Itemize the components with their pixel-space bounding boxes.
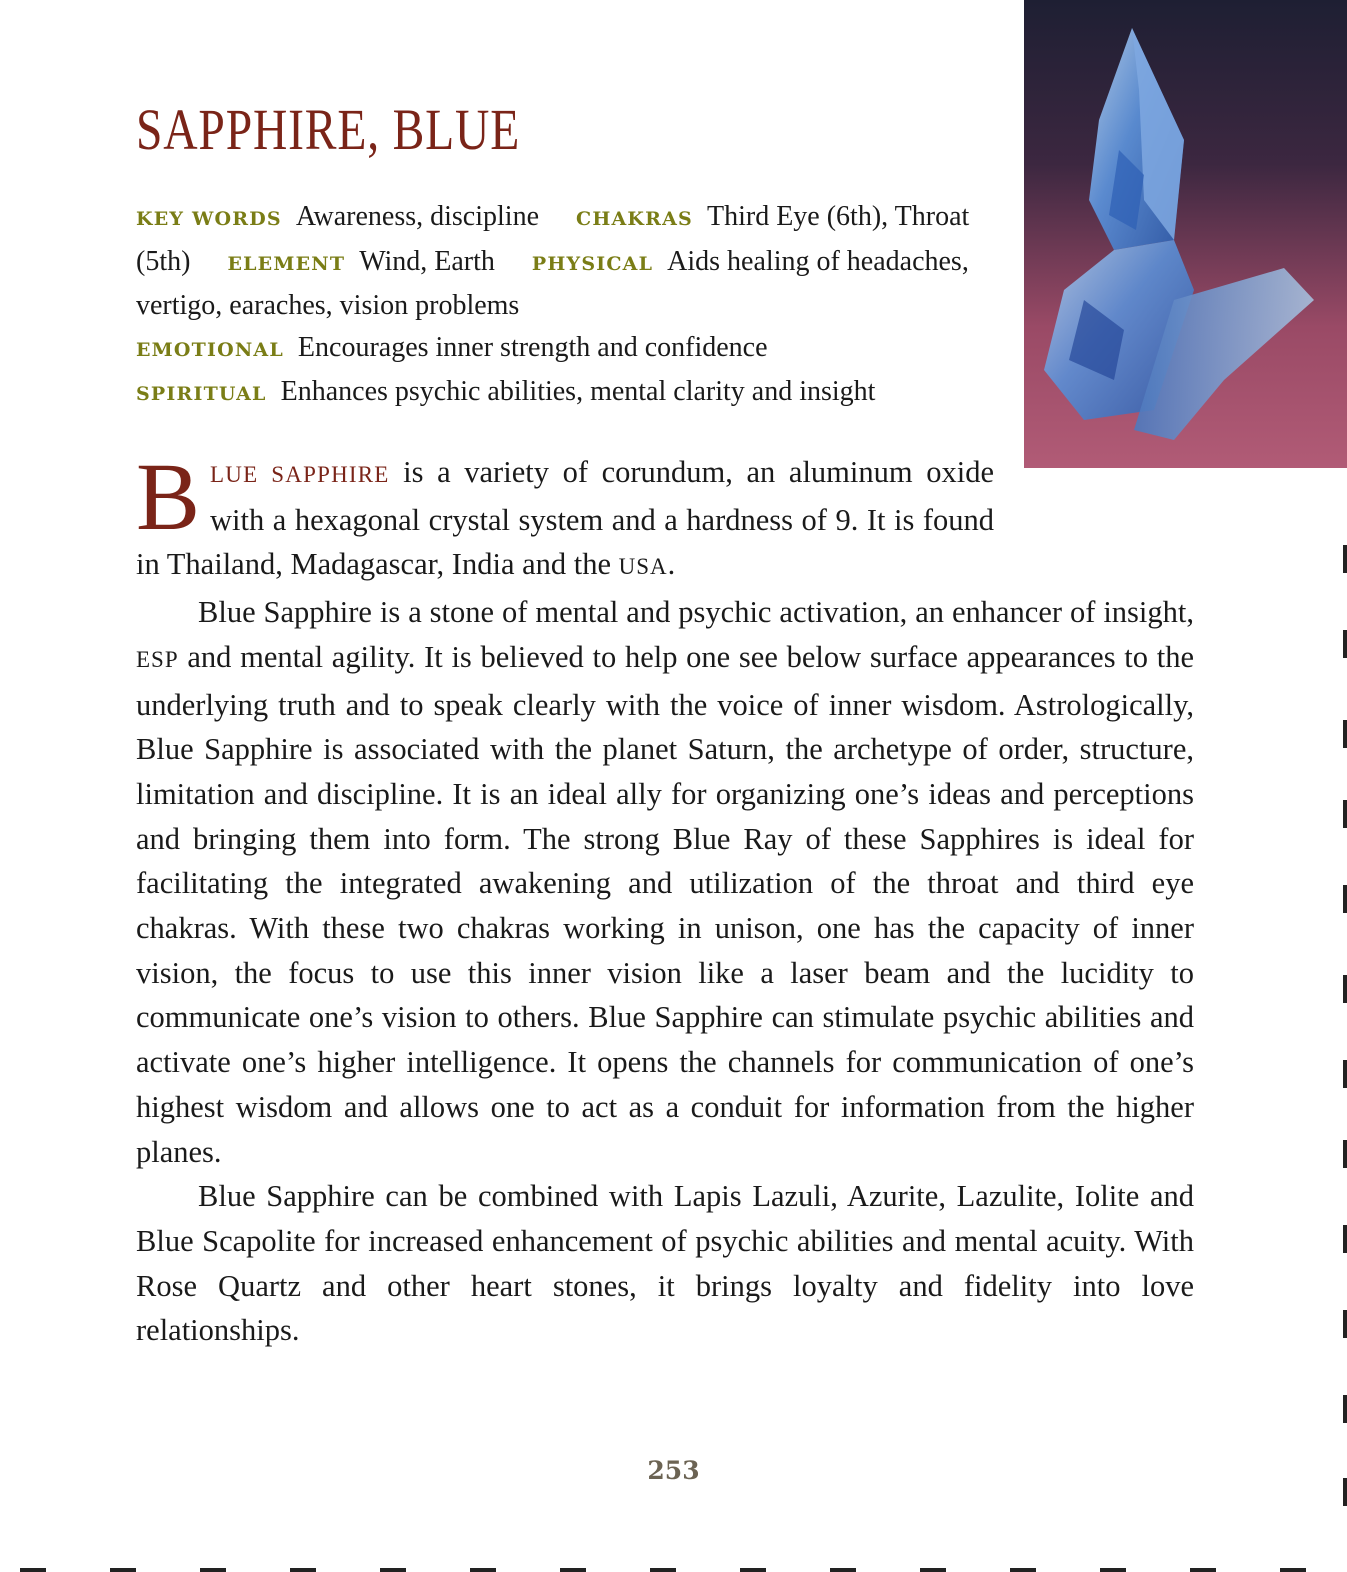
key-words-label: KEY WORDS	[136, 208, 282, 230]
article-body	[136, 443, 1194, 1353]
page-number: 253	[647, 1456, 700, 1485]
bottom-crop-marks	[0, 1566, 1347, 1572]
physical-value: Aids healing of headaches, vertigo, earaches, vision problems	[136, 245, 969, 321]
element-value: Wind, Earth	[359, 245, 495, 277]
intro-end: .	[667, 547, 676, 582]
paragraph-2-text-b: and mental agility. It is believed to help one see below surface appearances to the underlying truth and to speak clearly with the voice of inner wisdom. Astrologically, Blue Sapphire is associated with the planet Saturn, the archetype of order, structure, limitation and discipline. It is an ideal ally for organizing one’s ideas and perceptions and bringing them into form. The strong Blue Ray of these Sapphires is ideal for facilitating the integrated awakening and utilization of the throat and third eye chakras. With these two chakras working in unison, one has the capacity of inner vision, the focus to use this inner vision like a laser beam and the lucidity to communicate one’s vision to others. Blue Sapphire can stimulate psychic abilities and activate one’s higher intelligence. It opens the channels for communication of one’s highest wisdom and allows one to act as a conduit for information from the higher planes.	[136, 639, 1194, 1169]
paragraph-properties	[136, 590, 1194, 1174]
intro-text: is a variety of corundum, an aluminum oxide with a hexagonal crystal system and a hardness of 9. It is found in Thailand, Madagascar, India and the	[136, 455, 994, 582]
spiritual-value: Enhances psychic abilities, mental clarity and insight	[280, 376, 876, 407]
paragraph-combinations: Blue Sapphire can be combined with Lapis Lazuli, Azurite, Lazulite, Iolite and Blue Scapolite for increased enhancement of psychic abilities and mental acuity. With Rose Quartz and other heart stones, it brings loyalty and fidelity into love relationships.	[136, 1179, 1194, 1348]
paragraph-intro	[136, 443, 1194, 590]
chakras-label: CHAKRAS	[576, 208, 693, 230]
chakras-value: Third Eye (6th), Throat (5th)	[136, 201, 970, 277]
intro-smallcaps: USA	[618, 554, 668, 580]
physical-label: PHYSICAL	[531, 252, 654, 275]
spiritual-label: SPIRITUAL	[136, 383, 267, 405]
key-words-value: Awareness, discipline	[295, 201, 539, 232]
lead-in: LUE SAPPHIRE	[210, 462, 390, 487]
emotional-label: EMOTIONAL	[136, 338, 284, 361]
element-label: ELEMENT	[227, 252, 346, 275]
emotional-value: Encourages inner strength and confidence	[297, 331, 768, 363]
blue-sapphire-crystal-photo	[1024, 0, 1347, 468]
right-crop-marks	[1341, 0, 1347, 1572]
drop-cap: B	[136, 443, 201, 550]
page-title: SAPPHIRE, BLUE	[136, 97, 521, 162]
paragraph-2-smallcaps: ESP	[136, 646, 179, 672]
properties-block	[136, 196, 996, 416]
paragraph-2-text-a: Blue Sapphire is a stone of mental and psychic activation, an enhancer of insight,	[198, 595, 1194, 630]
